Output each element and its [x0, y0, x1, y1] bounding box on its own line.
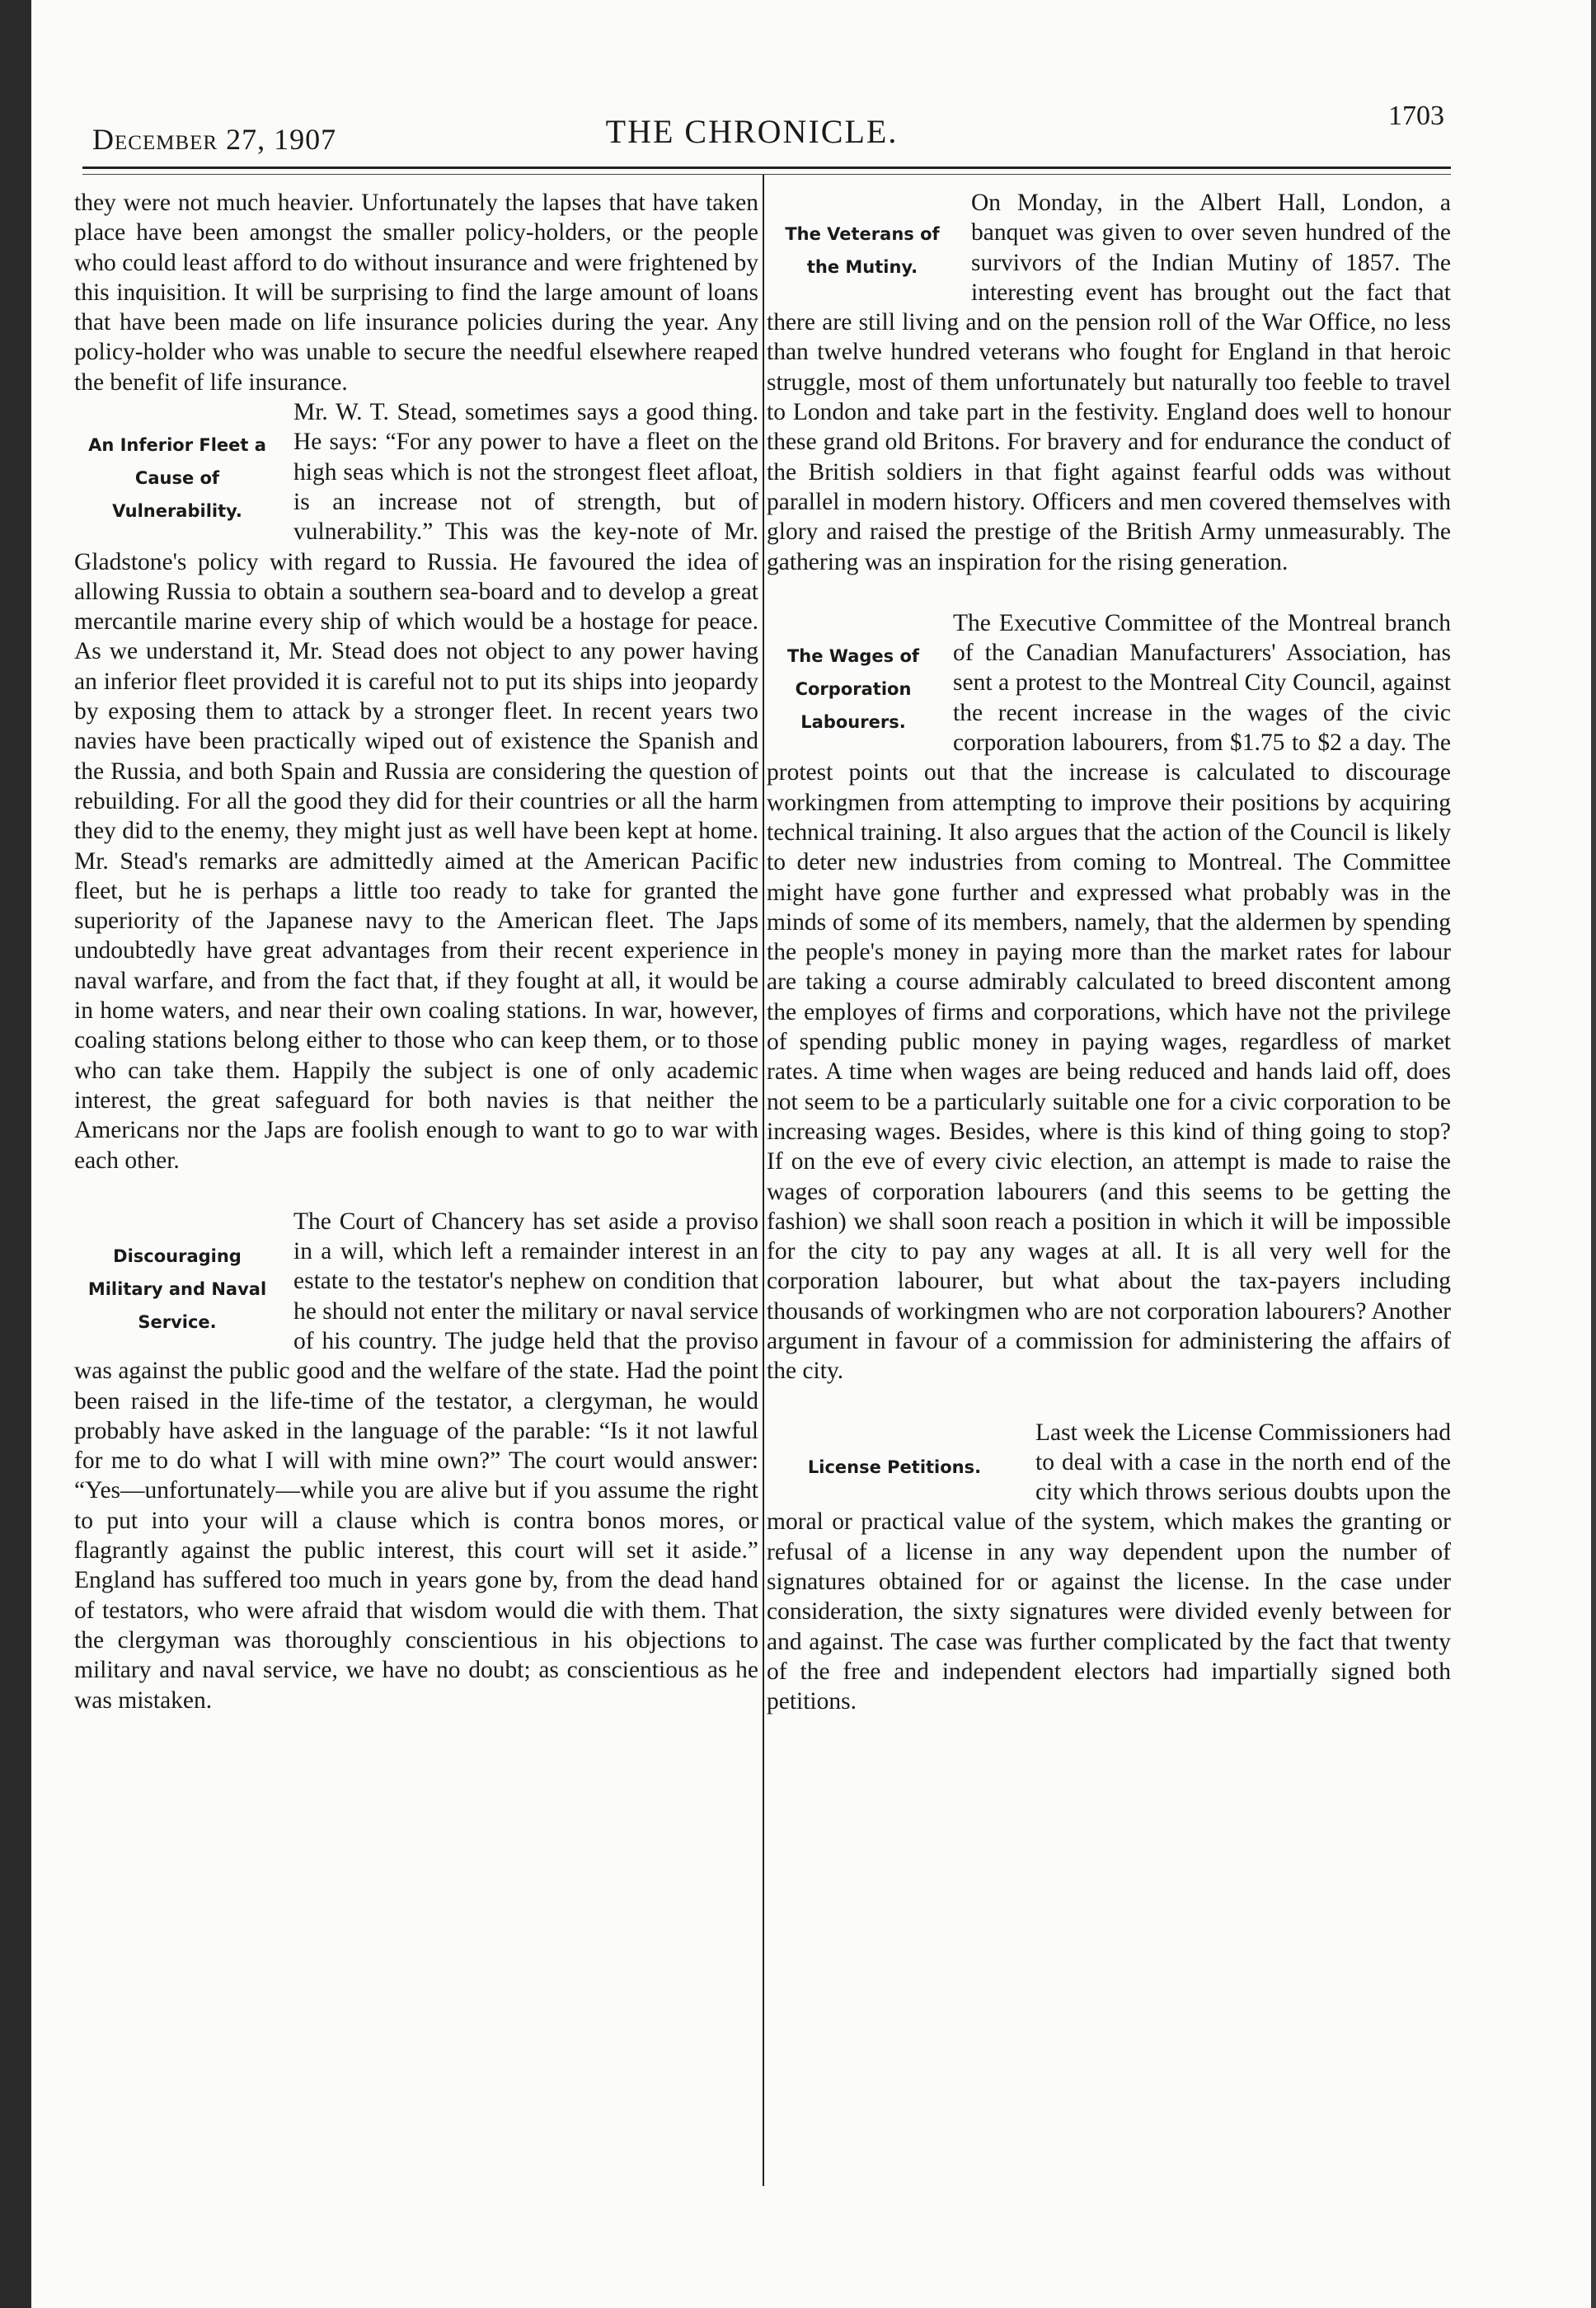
article-sidehead: The Veterans of the Mutiny. — [785, 224, 940, 277]
article-sidehead: The Wages of Corporation Labourers. — [786, 645, 920, 732]
scan-border-right — [1591, 0, 1596, 2308]
article-sidehead: License Petitions. — [807, 1457, 982, 1477]
article-body: Last week the License Commissioners had to deal with a case in the north end of the city which throws serious doubts upon the moral or practical value of the system, which makes the granting or refusal of a license in any way dependent upon the number of signatures obtained for or against the license. In the case under consideration, the sixty signatures were divided evenly between for and against. The case was further complicated by the fact that twenty of the free and independent electors had impartially signed both petitions. — [767, 1419, 1451, 1715]
article-discouraging-service — [74, 1207, 758, 1715]
right-column — [767, 188, 1451, 1717]
article-veterans — [767, 188, 1451, 577]
scan-border-left — [0, 0, 31, 2308]
column-divider — [763, 175, 764, 2186]
article-gap — [74, 1175, 758, 1207]
article-wages — [767, 608, 1451, 1386]
article-gap — [767, 1386, 1451, 1418]
article-body: The Executive Committee of the Montreal branch of the Canadian Manufacturers' Association, has sent a protest to the Montreal City Council, against the recent increase in the wages of the civic corporation labourers, from $1.75 to $2 a day. The protest points out that the increase is calculated to discourage workingmen from attempting to improve their positions by acquiring technical training. It also argues that the action of the Council is likely to deter new industries from coming to Montreal. The Committee might have gone further and expressed what probably was in the minds of some of its members, namely, that the aldermen by spending the people's money in paying more than the market rates for labour are taking a course admirably calculated to breed discontent among the employes of firms and corporations, which have not the privilege of spending public money in paying wages, regardless of market rates. A time when wages are being reduced and hands laid off, does not seem to be a particularly suitable one for a civic corporation to be increasing wages. Besides, where is this kind of thing going to stop? If on the eve of every civic election, an attempt is made to raise the wages of corporation labourers (and this seems to be getting the fashion) we shall soon reach a position in which it will be impossible for the city to pay any wages at all. It is all very well for the corporation labourer, but what about the tax-payers including thousands of workingmen who are not corporation labourers? Another argument in favour of a commission for administering the affairs of the city. — [767, 609, 1451, 1385]
page-header — [59, 97, 1444, 167]
article-license-petitions — [767, 1418, 1451, 1717]
continued-paragraph: they were not much heavier. Unfortunately the lapses that have taken place have been amongst the smaller policy-holders, or the people who could least afford to do without insurance and were frightened by this inquisition. It will be surprising to find the large amount of loans that have been made on life insurance policies during the year. Any policy-holder who was unable to secure the needful elsewhere reaped the benefit of life insurance. — [74, 190, 758, 396]
page-number: 1703 — [1388, 101, 1444, 131]
header-rule — [82, 167, 1451, 175]
article-body: On Monday, in the Albert Hall, London, a banquet was given to over seven hundred of the survivors of the Indian Mutiny of 1857. The interesting event has brought out the fact that there are still living and on the pension roll of the War Office, no less than twelve hundred veterans who fought for England in that heroic struggle, most of them unfortunately but naturally too feeble to travel to London and take part in the festivity. England does well to honour these grand old Britons. For bravery and for endurance the conduct of the British soldiers in that fight against fearful odds was without parallel in modern history. Officers and men covered themselves with glory and raised the prestige of the British Army unmeasurably. The gathering was an inspiration for the rising generation. — [767, 190, 1451, 575]
article-sidehead: An Inferior Fleet a Cause of Vulnerability. — [88, 435, 266, 522]
left-column — [74, 188, 758, 1715]
article-inferior-fleet — [74, 397, 758, 1175]
article-sidehead: Discouraging Military and Naval Service. — [87, 1245, 267, 1332]
article-gap — [767, 577, 1451, 608]
issue-date: December 27, 1907 — [92, 123, 337, 156]
publication-title: THE CHRONICLE. — [605, 113, 899, 150]
article-body: The Court of Chancery has set aside a proviso in a will, which left a remainder interest in an estate to the testator's nephew on condition that he should not enter the military or naval service of his country. The judge held that the proviso was against the public good and the welfare of the state. Had the point been raised in the life-time of the testator, a clergyman, he would probably have asked in the language of the parable: “Is it not lawful for me to do what I will with mine own?” The court would answer: “Yes—unfortunately—while you are alive but if you assume the right to put into your will a clause which is contra bonos mores, or flagrantly against the public interest, this court will set it aside.” England has suffered too much in years gone by, from the dead hand of testators, who were afraid that wisdom would die with them. That the clergyman was thoroughly conscientious in his objections to military and naval service, we have no doubt; as conscientious as he was mistaken. — [74, 1208, 758, 1714]
article-body: Mr. W. T. Stead, sometimes says a good thing. He says: “For any power to have a fleet on the high seas which is not the strongest fleet afloat, is an increase not of strength, but of vulnerability.” This was the key-note of Mr. Gladstone's policy with regard to Russia. He favoured the idea of allowing Russia to obtain a southern sea-board and to develop a great mercantile marine every ship of which would be a hostage for peace. As we understand it, Mr. Stead does not object to any power having an inferior fleet provided it is careful not to put its ships into jeopardy by exposing them to attack by a stronger fleet. In recent years two navies have been practically wiped out of existence the Spanish and the Russia, and both Spain and Russia are considering the question of rebuilding. For all the good they did for their countries or all the harm they did to the enemy, they might just as well have been kept at home. Mr. Stead's remarks are admittedly aimed at the American Pacific fleet, but he is perhaps a little too ready to take for granted the superiority of the Japanese navy to the American fleet. The Japs undoubtedly have great advantages from their recent experience in naval warfare, and from the fact that, if they fought at all, it would be in home waters, and near their own coaling stations. In war, however, coaling stations belong either to those who can keep them, or to those who can take them. Happily the subject is one of only academic interest, the great safeguard for both navies is that neither the Americans nor the Japs are foolish enough to want to go to war with each other. — [74, 399, 758, 1174]
